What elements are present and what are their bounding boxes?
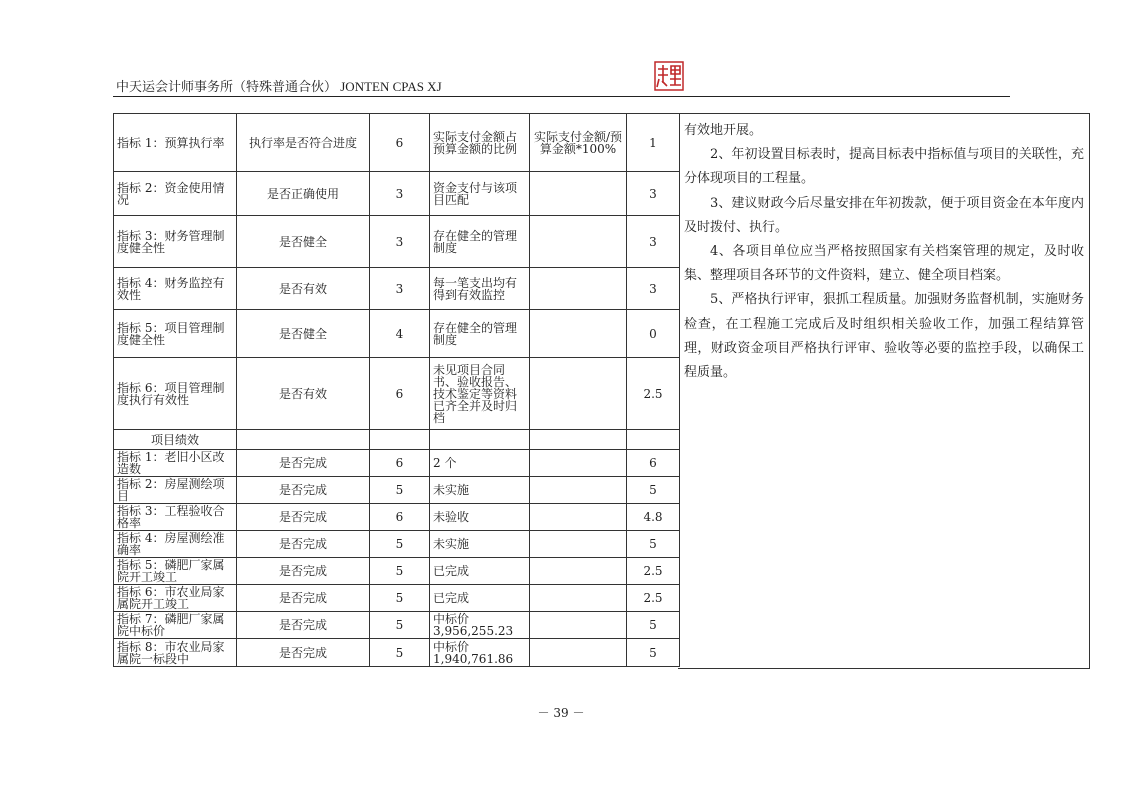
indicator-cell: 指标 4：房屋测绘准确率 — [114, 531, 237, 558]
weight-cell: 4 — [370, 310, 430, 358]
table-row — [114, 585, 680, 612]
suggestions-cell — [678, 113, 1090, 669]
score-cell: 5 — [627, 639, 680, 667]
indicator-cell: 指标 3：工程验收合格率 — [114, 504, 237, 531]
indicator-cell: 指标 8：市农业局家属院一标段中 — [114, 639, 237, 667]
weight-cell: 6 — [370, 450, 430, 477]
score-cell: 2.5 — [627, 558, 680, 585]
standard-cell: 是否完成 — [237, 531, 370, 558]
evaluation-table — [113, 113, 680, 667]
standard-cell: 是否健全 — [237, 216, 370, 268]
formula-cell — [530, 172, 627, 216]
table-row — [114, 450, 680, 477]
basis-cell: 已完成 — [430, 585, 530, 612]
indicator-cell: 指标 3：财务管理制度健全性 — [114, 216, 237, 268]
header-title: 中天运会计师事务所（特殊普通合伙） JONTEN CPAS XJ — [116, 79, 442, 94]
score-cell: 2.5 — [627, 358, 680, 430]
basis-cell: 中标价 3,956,255.23 — [430, 612, 530, 639]
standard-cell: 是否完成 — [237, 585, 370, 612]
formula-cell — [530, 639, 627, 667]
basis-cell: 已完成 — [430, 558, 530, 585]
weight-cell: 5 — [370, 531, 430, 558]
table-row — [114, 172, 680, 216]
table-row — [114, 504, 680, 531]
page-number: － 39 － — [537, 706, 585, 720]
score-cell: 2.5 — [627, 585, 680, 612]
formula-cell — [530, 477, 627, 504]
score-cell: 5 — [627, 477, 680, 504]
score-cell: 0 — [627, 310, 680, 358]
table-row — [114, 477, 680, 504]
table-row — [114, 358, 680, 430]
score-cell: 4.8 — [627, 504, 680, 531]
formula-cell — [530, 531, 627, 558]
weight-cell: 6 — [370, 358, 430, 430]
basis-cell — [430, 430, 530, 450]
indicator-cell: 指标 5：磷肥厂家属院开工竣工 — [114, 558, 237, 585]
table-row — [114, 216, 680, 268]
table-row — [114, 639, 680, 667]
suggestion-paragraph: 5、严格执行评审，狠抓工程质量。加强财务监督机制，实施财务检查，在工程施工完成后及时组织相关验收工作，加强工程结算管理，财政资金项目严格执行评审、验收等必要的监控手段，以确保工程质量。 — [684, 292, 1084, 381]
score-cell: 3 — [627, 216, 680, 268]
weight-cell: 6 — [370, 504, 430, 531]
table-row — [114, 430, 680, 450]
indicator-cell: 指标 7：磷肥厂家属院中标价 — [114, 612, 237, 639]
indicator-cell: 指标 4：财务监控有效性 — [114, 268, 237, 310]
standard-cell: 是否完成 — [237, 612, 370, 639]
basis-cell: 未验收 — [430, 504, 530, 531]
formula-cell — [530, 585, 627, 612]
standard-cell: 是否完成 — [237, 558, 370, 585]
formula-cell — [530, 310, 627, 358]
suggestion-paragraph: 3、建议财政今后尽量安排在年初拨款，便于项目资金在本年度内及时拨付、执行。 — [684, 195, 1084, 235]
basis-cell: 未实施 — [430, 531, 530, 558]
weight-cell: 3 — [370, 216, 430, 268]
weight-cell: 5 — [370, 612, 430, 639]
standard-cell: 是否正确使用 — [237, 172, 370, 216]
table-row — [114, 114, 680, 172]
score-cell: 6 — [627, 450, 680, 477]
weight-cell: 5 — [370, 477, 430, 504]
score-cell: 3 — [627, 268, 680, 310]
basis-cell: 中标价 1,940,761.86 — [430, 639, 530, 667]
suggestions-text — [684, 119, 1084, 385]
score-cell: 5 — [627, 531, 680, 558]
table-row — [114, 531, 680, 558]
weight-cell: 5 — [370, 558, 430, 585]
score-cell: 5 — [627, 612, 680, 639]
weight-cell — [370, 430, 430, 450]
standard-cell: 是否完成 — [237, 450, 370, 477]
suggestion-paragraph: 有效地开展。 — [684, 123, 763, 138]
formula-cell: 实际支付金额/预算金额*100% — [530, 114, 627, 172]
indicator-cell: 指标 6：市农业局家属院开工竣工 — [114, 585, 237, 612]
indicator-cell: 指标 5：项目管理制度健全性 — [114, 310, 237, 358]
indicator-cell: 指标 1：老旧小区改造数 — [114, 450, 237, 477]
formula-cell — [530, 268, 627, 310]
standard-cell: 执行率是否符合进度 — [237, 114, 370, 172]
weight-cell: 6 — [370, 114, 430, 172]
basis-cell: 未实施 — [430, 477, 530, 504]
table-row — [114, 310, 680, 358]
standard-cell: 是否有效 — [237, 268, 370, 310]
formula-cell — [530, 558, 627, 585]
basis-cell: 存在健全的管理制度 — [430, 310, 530, 358]
standard-cell: 是否有效 — [237, 358, 370, 430]
firm-logo-icon — [654, 61, 684, 91]
indicator-cell: 项目绩效 — [114, 430, 237, 450]
standard-cell: 是否健全 — [237, 310, 370, 358]
basis-cell: 存在健全的管理制度 — [430, 216, 530, 268]
formula-cell — [530, 216, 627, 268]
formula-cell — [530, 612, 627, 639]
table-row — [114, 558, 680, 585]
indicator-cell: 指标 6：项目管理制度执行有效性 — [114, 358, 237, 430]
weight-cell: 5 — [370, 639, 430, 667]
indicator-cell: 指标 1：预算执行率 — [114, 114, 237, 172]
score-cell: 3 — [627, 172, 680, 216]
weight-cell: 5 — [370, 585, 430, 612]
standard-cell: 是否完成 — [237, 639, 370, 667]
score-cell — [627, 430, 680, 450]
basis-cell: 2 个 — [430, 450, 530, 477]
basis-cell: 未见项目合同书、验收报告、技术鉴定等资料已齐全并及时归档 — [430, 358, 530, 430]
indicator-cell: 指标 2：资金使用情况 — [114, 172, 237, 216]
suggestion-paragraph: 4、各项目单位应当严格按照国家有关档案管理的规定，及时收集、整理项目各环节的文件资料，建立、健全项目档案。 — [684, 244, 1084, 284]
basis-cell: 每一笔支出均有得到有效监控 — [430, 268, 530, 310]
formula-cell — [530, 450, 627, 477]
table-row — [114, 268, 680, 310]
weight-cell: 3 — [370, 172, 430, 216]
weight-cell: 3 — [370, 268, 430, 310]
suggestion-paragraph: 2、年初设置目标表时，提高目标表中指标值与项目的关联性，充分体现项目的工程量。 — [684, 147, 1084, 187]
basis-cell: 实际支付金额占预算金额的比例 — [430, 114, 530, 172]
basis-cell: 资金支付与该项目匹配 — [430, 172, 530, 216]
standard-cell: 是否完成 — [237, 504, 370, 531]
standard-cell: 是否完成 — [237, 477, 370, 504]
formula-cell — [530, 430, 627, 450]
indicator-cell: 指标 2：房屋测绘项目 — [114, 477, 237, 504]
score-cell: 1 — [627, 114, 680, 172]
standard-cell — [237, 430, 370, 450]
formula-cell — [530, 358, 627, 430]
table-row — [114, 612, 680, 639]
formula-cell — [530, 504, 627, 531]
page-header — [113, 74, 1010, 97]
